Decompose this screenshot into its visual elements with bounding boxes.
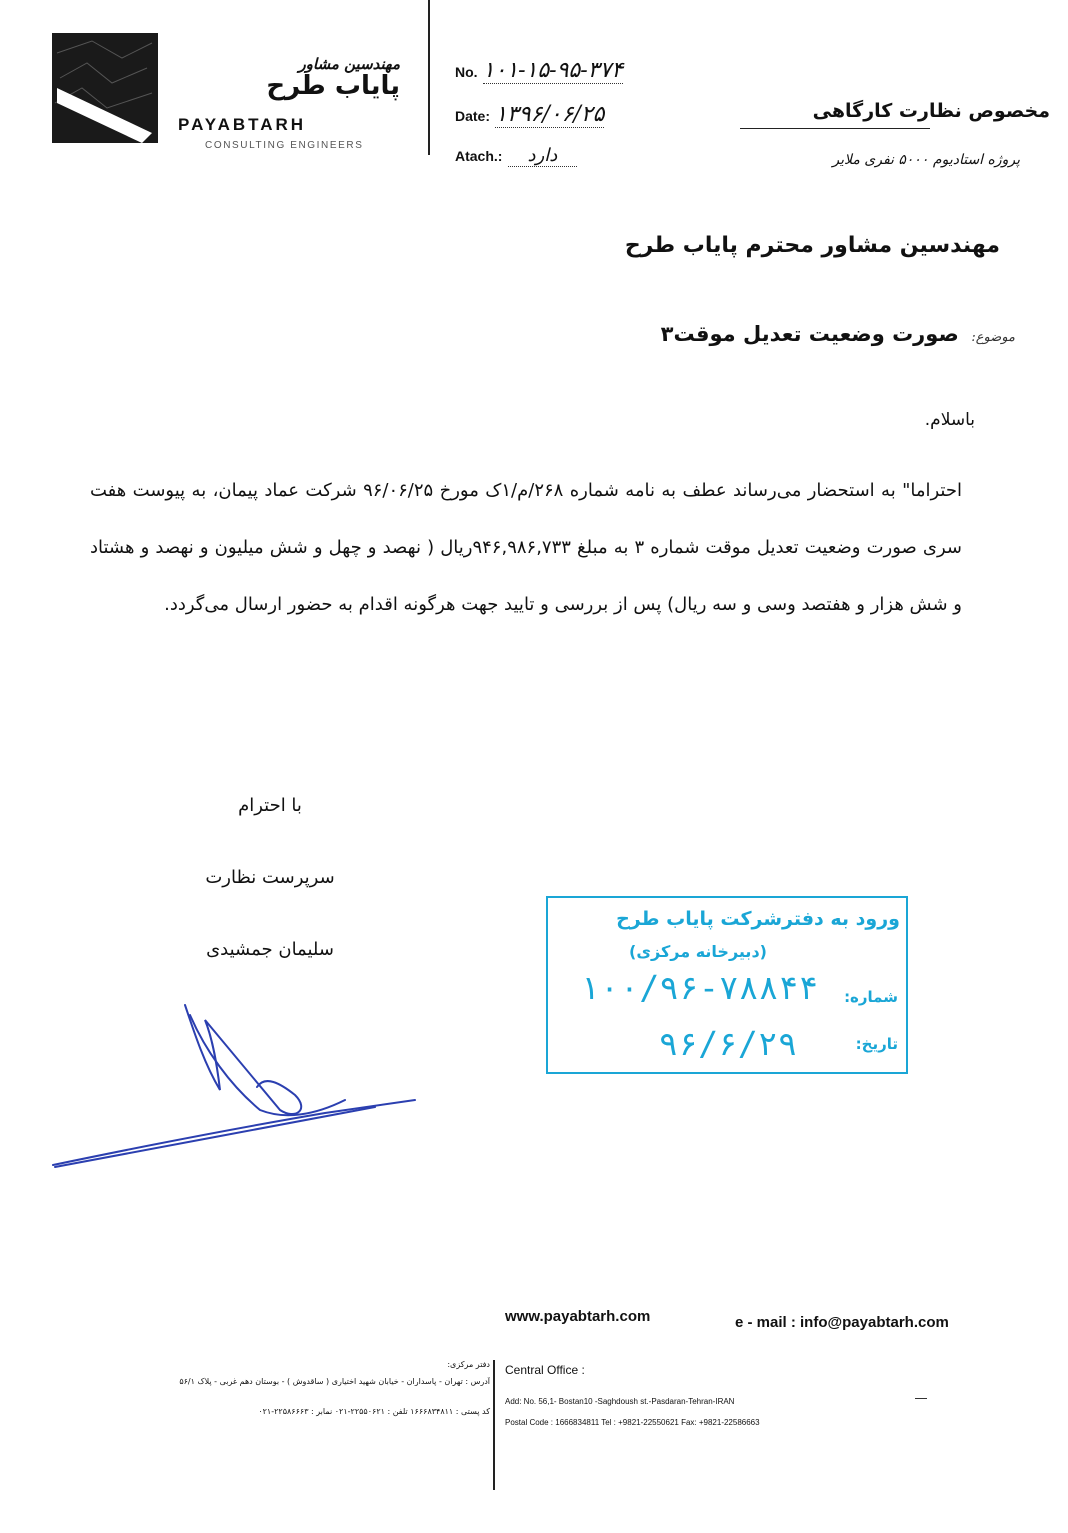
attachment-value: دارد — [508, 145, 578, 167]
stamp-date-value: ۹۶/۶/۲۹ — [658, 1024, 798, 1063]
brand-title-fa: پایاب طرح — [266, 71, 400, 101]
brand-subtitle-en: CONSULTING ENGINEERS — [205, 140, 364, 151]
brand-name-fa — [222, 55, 400, 101]
subject-line — [480, 322, 1015, 346]
letter-date — [455, 102, 604, 128]
project-name: پروژه استادیوم ۵۰۰۰ نفری ملایر — [832, 152, 1020, 168]
number-label: No. — [455, 64, 478, 80]
letter-attachment — [455, 145, 577, 167]
date-label: Date: — [455, 108, 491, 124]
letter-number — [455, 58, 623, 84]
stamp-number-label: شماره: — [844, 988, 898, 1006]
company-logo — [52, 33, 158, 143]
date-value: ۱۳۹۶/۰۶/۲۵ — [495, 102, 605, 127]
stamp-number-value: ۱۰۰/۹۶-۷۸۸۴۴ — [579, 968, 819, 1007]
subject-value: صورت وضعیت تعدیل موقت۳ — [660, 322, 959, 346]
classification-title: مخصوص نظارت کارگاهی — [812, 100, 1050, 122]
subject-label: موضوع: — [971, 330, 1015, 345]
office-address-fa: آدرس : تهران - پاسداران - خیابان شهید اختیاری ( ساقدوش ) - بوستان دهم غربی - پلاک ۵۶/۱ — [179, 1377, 490, 1386]
handwritten-signature — [45, 995, 425, 1175]
classification-underline — [740, 128, 930, 129]
email-link[interactable]: e - mail : info@payabtarh.com — [735, 1314, 949, 1331]
closing-block — [160, 795, 380, 1011]
stamp-title: ورود به دفترشرکت پایاب طرح — [616, 908, 900, 930]
brand-name-en: PAYABTARH — [178, 115, 307, 134]
stamp-subtitle: (دبیرخانه مرکزی) — [629, 942, 767, 961]
letter-body: احتراما" به استحضار می‌رساند عطف به نامه شماره ۲۶۸/م/۱ک مورخ ۹۶/۰۶/۲۵ شرکت عماد پیمان، به پیوست هفت سری صورت وضعیت تعدیل موقت شماره ۳ به مبلغ ۹۴۶,۹۸۶,۷۳۳ریال ( نهصد و چهل و شش میلیون و نهصد و هشتاد و شش هزار و هفتصد وسی و سه ریال) پس از بررسی و تایید جهت هرگونه اقدام به حضور ارسال می‌گردد. — [90, 480, 963, 615]
footer-divider — [493, 1360, 495, 1490]
central-office-label: Central Office : — [505, 1363, 585, 1377]
website-link[interactable]: www.payabtarh.com — [505, 1308, 651, 1325]
brand-tagline-fa: مهندسین مشاور — [298, 55, 400, 73]
office-contact-fa: کد پستی : ۱۶۶۶۸۳۴۸۱۱ تلفن : ۲۲۵۵۰۶۲۱-۰۲۱ نمابر : ۲۲۵۸۶۶۶۳-۰۲۱ — [258, 1407, 490, 1416]
attachment-label: Atach.: — [455, 148, 503, 164]
header-divider — [428, 0, 430, 155]
greeting: باسلام. — [924, 410, 975, 430]
signer-title: سرپرست نظارت — [205, 867, 335, 888]
footer-dash — [915, 1398, 927, 1399]
closing-regards: با احترام — [238, 795, 302, 816]
received-stamp — [546, 896, 908, 1074]
central-office-address: Add: No. 56,1- Bostan10 -Saghdoush st.-Pasdaran-Tehran-IRAN — [505, 1397, 735, 1406]
signer-name: سلیمان جمشیدی — [206, 939, 334, 960]
central-office-contact: Postal Code : 1666834811 Tel : +9821-22550621 Fax: +9821-22586663 — [505, 1418, 760, 1427]
number-value: ۱۰۱-۱۵-۹۵-۳۷۴ — [482, 58, 624, 83]
addressee: مهندسین مشاور محترم پایاب طرح — [624, 233, 1000, 258]
stamp-date-label: تاریخ: — [855, 1035, 898, 1053]
office-label-fa: دفتر مرکزی: — [447, 1360, 490, 1369]
